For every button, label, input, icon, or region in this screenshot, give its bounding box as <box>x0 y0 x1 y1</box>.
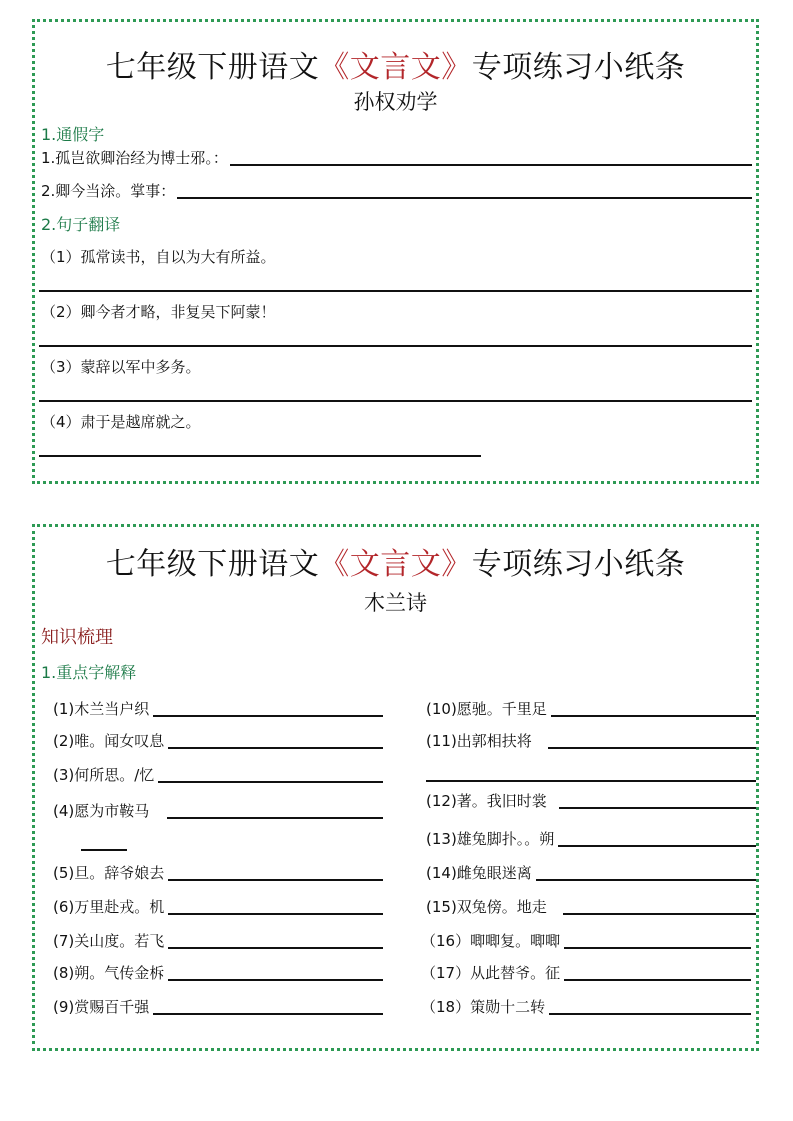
key-word-item: (4)愿为市鞍马 <box>53 795 383 821</box>
answer-line[interactable] <box>551 715 756 717</box>
key-word-item: (13)雄兔脚扑。。朔 <box>426 825 756 849</box>
answer-line[interactable] <box>81 849 127 851</box>
translation-question: （3）蒙辞以军中多务。 <box>41 358 201 376</box>
key-word-item: （16）唧唧复。唧唧 <box>421 927 751 951</box>
answer-line[interactable] <box>168 947 383 949</box>
answer-line[interactable] <box>563 913 756 915</box>
section-heading-translation: 2.句子翻译 <box>41 215 121 234</box>
title-highlight: 《文言文》 <box>319 547 472 582</box>
section-heading-key-words: 1.重点字解释 <box>41 663 137 682</box>
key-word-item: (14)雌兔眼迷离 <box>426 859 756 883</box>
answer-line[interactable] <box>558 845 756 847</box>
answer-line[interactable] <box>39 455 481 457</box>
key-word-item: (2)唯。闻女叹息 <box>53 727 383 751</box>
answer-line[interactable] <box>39 290 752 292</box>
answer-line[interactable] <box>167 817 383 819</box>
answer-line[interactable] <box>158 781 383 783</box>
key-word-item: (3)何所思。/忆 <box>53 761 383 785</box>
key-word-item: (7)关山度。若飞 <box>53 927 383 951</box>
answer-line[interactable] <box>559 807 756 809</box>
card-subtitle: 孙权劝学 <box>353 90 438 114</box>
key-word-item: (12)著。我旧时裳 <box>426 787 756 811</box>
answer-line[interactable] <box>549 1013 751 1015</box>
card-subtitle: 木兰诗 <box>364 591 427 615</box>
key-word-item: (10)愿驰。千里足 <box>426 695 756 719</box>
card-title: 七年级下册语文《文言文》专项练习小纸条 <box>105 547 686 582</box>
answer-line[interactable] <box>536 879 756 881</box>
section-heading-tongjiazi: 1.通假字 <box>41 125 105 144</box>
answer-line[interactable] <box>153 1013 383 1015</box>
fill-blank-row <box>41 179 752 201</box>
worksheet-card-mulan <box>32 524 759 1051</box>
card-title: 七年级下册语文《文言文》专项练习小纸条 <box>105 50 686 85</box>
key-word-item: (6)万里赴戎。机 <box>53 893 383 917</box>
translation-question: （4）肃于是越席就之。 <box>41 413 201 431</box>
answer-line[interactable] <box>168 913 383 915</box>
fill-blank-label: 2.卿今当涂。掌事： <box>41 182 176 200</box>
translation-question: （1）孤常读书，自以为大有所益。 <box>41 248 276 266</box>
answer-line[interactable] <box>177 196 752 199</box>
fill-blank-row <box>41 146 752 168</box>
answer-line[interactable] <box>168 979 383 981</box>
title-highlight: 《文言文》 <box>319 50 472 85</box>
answer-line[interactable] <box>168 747 383 749</box>
key-word-item: (5)旦。辞爷娘去 <box>53 859 383 883</box>
key-word-item: （18）策勋十二转 <box>421 993 751 1017</box>
worksheet-card-sunquan <box>32 19 759 484</box>
key-word-item: (9)赏赐百千强 <box>53 993 383 1017</box>
answer-line[interactable] <box>548 747 756 749</box>
answer-line[interactable] <box>39 400 752 402</box>
key-word-item: (1)木兰当户织 <box>53 695 383 719</box>
key-word-item: （17）从此替爷。征 <box>421 959 751 983</box>
key-word-item: (15)双兔傍。地走 <box>426 893 756 917</box>
answer-line[interactable] <box>564 979 751 981</box>
answer-line[interactable] <box>230 163 752 166</box>
translation-question: （2）卿今者才略，非复吴下阿蒙！ <box>41 303 276 321</box>
fill-blank-label: 1.孤岂欲卿治经为博士邪。： <box>41 149 228 167</box>
key-word-item: (11)出郭相扶将 <box>426 727 756 751</box>
answer-line[interactable] <box>426 780 756 782</box>
answer-line[interactable] <box>168 879 383 881</box>
answer-line[interactable] <box>153 715 383 717</box>
answer-line[interactable] <box>39 345 752 347</box>
key-word-item: (8)朔。气传金柝 <box>53 959 383 983</box>
answer-line[interactable] <box>564 947 751 949</box>
section-heading-knowledge: 知识梳理 <box>41 627 113 648</box>
